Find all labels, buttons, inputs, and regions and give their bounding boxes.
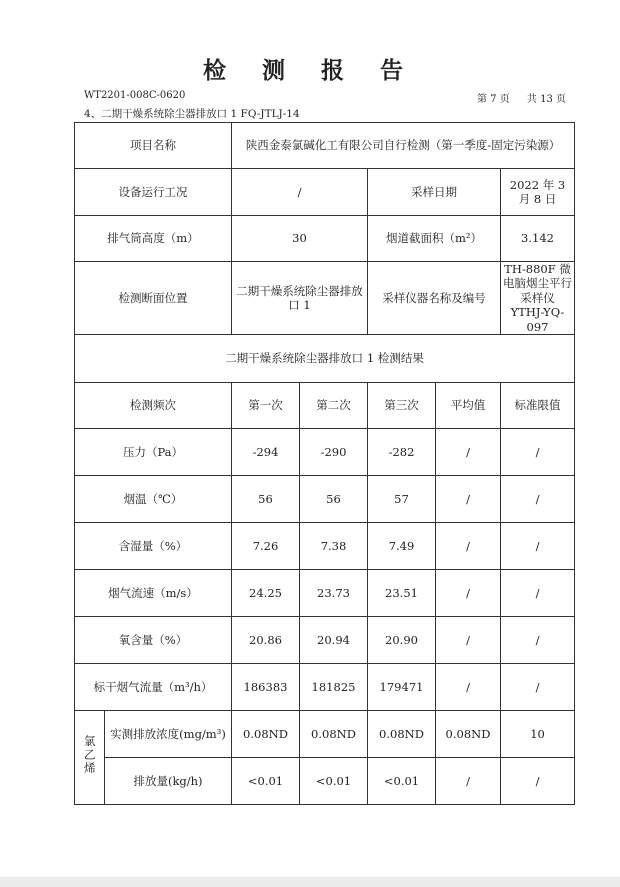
row-label: 压力（Pa）: [75, 428, 232, 475]
row-label: 含湿量（%）: [75, 522, 232, 569]
header-first: 第一次: [232, 382, 300, 428]
cell-avg: /: [436, 428, 501, 475]
flue-area-value: 3.142: [501, 216, 575, 262]
cell-third: 20.90: [368, 616, 436, 663]
page-indicator: [463, 90, 566, 105]
cell-avg: /: [436, 569, 501, 616]
table-row: [75, 663, 575, 710]
cell-third: 179471: [368, 663, 436, 710]
header-third: 第三次: [368, 382, 436, 428]
cell-third: -282: [368, 428, 436, 475]
cell-avg: /: [436, 757, 501, 804]
section-pos-label: 检测断面位置: [75, 262, 232, 335]
row-label: 烟气流速（m/s）: [75, 569, 232, 616]
row-label: 标干烟气流量（m³/h）: [75, 663, 232, 710]
cell-avg: /: [436, 475, 501, 522]
table-row: [75, 569, 575, 616]
results-header-row: [75, 382, 575, 428]
cell-limit: /: [501, 616, 575, 663]
table-row: [75, 428, 575, 475]
flue-area-label: 烟道截面积（m²）: [368, 216, 501, 262]
cell-second: 181825: [300, 663, 368, 710]
cell-first: 24.25: [232, 569, 300, 616]
cell-avg: 0.08ND: [436, 710, 501, 757]
section-pos-value: 二期干燥系统除尘器排放口 1: [232, 262, 368, 335]
date-value: 2022 年 3 月 8 日: [501, 169, 575, 216]
report-title: 检 测 报 告: [202, 57, 418, 84]
cell-avg: /: [436, 663, 501, 710]
cell-avg: /: [436, 522, 501, 569]
cell-first: <0.01: [232, 757, 300, 804]
cell-second: 56: [300, 475, 368, 522]
cell-avg: /: [436, 616, 501, 663]
project-value: 陕西金泰氯碱化工有限公司自行检测（第一季度-固定污染源）: [232, 123, 575, 169]
document-number: WT2201-008C-0620: [84, 90, 186, 101]
cell-third: 7.49: [368, 522, 436, 569]
row-label: 氧含量（%）: [75, 616, 232, 663]
info-row-equipment: [75, 169, 575, 216]
stack-height-label: 排气筒高度（m）: [75, 216, 232, 262]
date-label: 采样日期: [368, 169, 501, 216]
cell-first: 0.08ND: [232, 710, 300, 757]
pollutant-name-cell: [75, 710, 105, 804]
cell-first: 186383: [232, 663, 300, 710]
equip-value: /: [232, 169, 368, 216]
cell-second: 0.08ND: [300, 710, 368, 757]
cell-second: 23.73: [300, 569, 368, 616]
results-title: 二期干燥系统除尘器排放口 1 检测结果: [75, 334, 575, 382]
info-row-location: [75, 262, 575, 335]
page-total: 共 13 页: [526, 94, 566, 105]
info-row-project: [75, 123, 575, 169]
cell-limit: /: [501, 569, 575, 616]
cell-third: 0.08ND: [368, 710, 436, 757]
header-freq: 检测频次: [75, 382, 232, 428]
cell-first: 20.86: [232, 616, 300, 663]
cell-second: <0.01: [300, 757, 368, 804]
cell-second: 7.38: [300, 522, 368, 569]
instrument-value: TH-880F 微电脑烟尘平行采样仪 YTHJ-YQ-097: [501, 262, 575, 335]
report-table: [74, 122, 575, 805]
results-title-row: [75, 334, 575, 382]
page-current: 第 7 页: [476, 94, 510, 105]
row-label: 烟温（℃）: [75, 475, 232, 522]
page-bottom-edge: [0, 877, 620, 887]
project-label: 项目名称: [75, 123, 232, 169]
header-second: 第二次: [300, 382, 368, 428]
header-limit: 标准限值: [501, 382, 575, 428]
stack-height-value: 30: [232, 216, 368, 262]
cell-third: 57: [368, 475, 436, 522]
table-row: [75, 475, 575, 522]
cell-limit: /: [501, 428, 575, 475]
pollutant-row: [75, 710, 575, 757]
instrument-label: 采样仪器名称及编号: [368, 262, 501, 335]
table-row: [75, 522, 575, 569]
cell-first: -294: [232, 428, 300, 475]
cell-limit: /: [501, 522, 575, 569]
info-row-stack: [75, 216, 575, 262]
pollutant-name: 氯乙烯: [82, 735, 97, 776]
cell-first: 7.26: [232, 522, 300, 569]
pollutant-row-label: 实测排放浓度(mg/m³): [105, 710, 232, 757]
cell-second: 20.94: [300, 616, 368, 663]
cell-third: 23.51: [368, 569, 436, 616]
cell-limit: /: [501, 475, 575, 522]
cell-limit: 10: [501, 710, 575, 757]
cell-second: -290: [300, 428, 368, 475]
header-avg: 平均值: [436, 382, 501, 428]
cell-limit: /: [501, 663, 575, 710]
pollutant-row-label: 排放量(kg/h): [105, 757, 232, 804]
cell-first: 56: [232, 475, 300, 522]
pollutant-row: [75, 757, 575, 804]
equip-label: 设备运行工况: [75, 169, 232, 216]
cell-limit: /: [501, 757, 575, 804]
cell-third: <0.01: [368, 757, 436, 804]
section-title: 4、二期干燥系统除尘器排放口 1 FQ-JTLJ-14: [84, 108, 300, 120]
table-row: [75, 616, 575, 663]
